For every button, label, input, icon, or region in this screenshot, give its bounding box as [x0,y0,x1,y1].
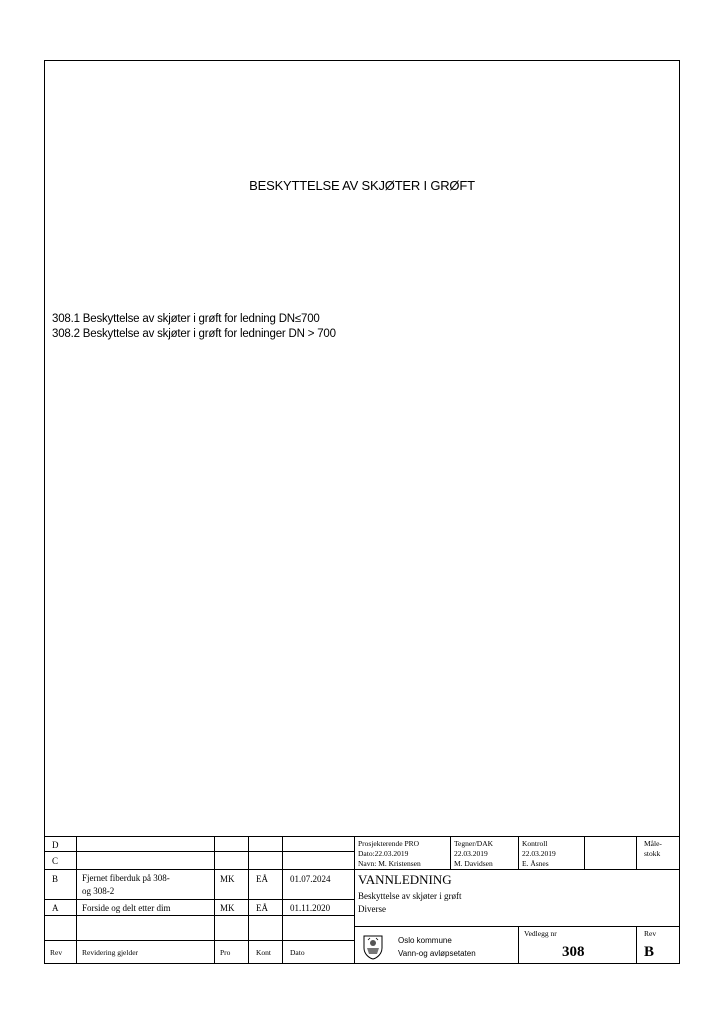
rev-header-dato: Dato [290,948,305,957]
contents-item-308-2: 308.2 Beskyttelse av skjøter i grøft for ledninger DN > 700 [52,328,336,340]
rev-header-kont: Kont [256,948,271,957]
tegner-label: Tegner/DAK [454,839,494,848]
rev-header-text: Revidering gjelder [82,948,139,957]
info-col-line [636,926,637,964]
contents-item-308-1: 308.1 Beskyttelse av skjøter i grøft for ledning DN≤700 [52,313,320,325]
rev-col-line [282,836,283,964]
rev-value: B [644,944,655,960]
rev-row-line [44,851,354,852]
subject-line1: Beskyttelse av skjøter i grøft [358,891,462,901]
kontroll-label: Kontroll [522,839,548,848]
tegner-name: M. Davidsen [454,859,493,868]
rev-a-pro: MK [220,903,235,913]
oslo-kommune-logo [362,934,384,960]
rev-b-kont: EÅ [256,874,268,884]
tegner-date: 22.03.2019 [454,849,488,858]
rev-row-line [44,940,354,941]
info-col-line [518,836,519,869]
rev-a-kont: EÅ [256,903,268,913]
drawing-frame [44,60,680,964]
vedlegg-label: Vedlegg nr [524,929,557,938]
rev-col-line [76,836,77,964]
malestokk-label-line1: Måle- [644,839,662,848]
info-col-line [636,836,637,869]
info-col-line [518,926,519,964]
org-name: Oslo kommune [398,936,452,945]
info-row-line [354,926,680,927]
prosjekterende-date: Dato:22.03.2019 [358,849,409,858]
prosjekterende-name: Navn: M. Kristensen [358,859,421,868]
rev-b-label: B [52,874,59,884]
vedlegg-number: 308 [562,944,585,960]
kontroll-name: E. Åsnes [522,859,549,868]
document-title: BESKYTTELSE AV SKJØTER I GRØFT [249,178,475,193]
info-col-line [584,836,585,869]
rev-header-rev: Rev [50,948,63,957]
rev-b-pro: MK [220,874,235,884]
rev-row-line [44,869,680,870]
rev-c-label: C [52,856,59,866]
subject-heading: VANNLEDNING [358,872,452,887]
rev-d-label: D [52,840,59,850]
rev-b-text-line1: Fjernet fiberduk på 308- [82,873,170,883]
kontroll-date: 22.03.2019 [522,849,556,858]
rev-b-text-line2: og 308-2 [82,886,115,896]
info-col-line [450,836,451,869]
rev-a-text: Forside og delt etter dim [82,903,171,913]
prosjekterende-label: Prosjekterende PRO [358,839,420,848]
rev-header-pro: Pro [220,948,231,957]
rev-b-dato: 01.07.2024 [290,874,331,884]
rev-col-line [214,836,215,964]
contents-list [52,312,336,342]
rev-a-dato: 01.11.2020 [290,903,331,913]
rev-col-line [248,836,249,964]
rev-col-line [354,836,355,964]
org-unit: Vann-og avløpsetaten [398,949,476,958]
rev-row-line [44,899,354,900]
malestokk-label-line2: stokk [644,849,661,858]
rev-row-line [44,915,354,916]
rev-label: Rev [644,929,657,938]
subject-line2: Diverse [358,904,386,914]
rev-a-label: A [52,903,59,913]
